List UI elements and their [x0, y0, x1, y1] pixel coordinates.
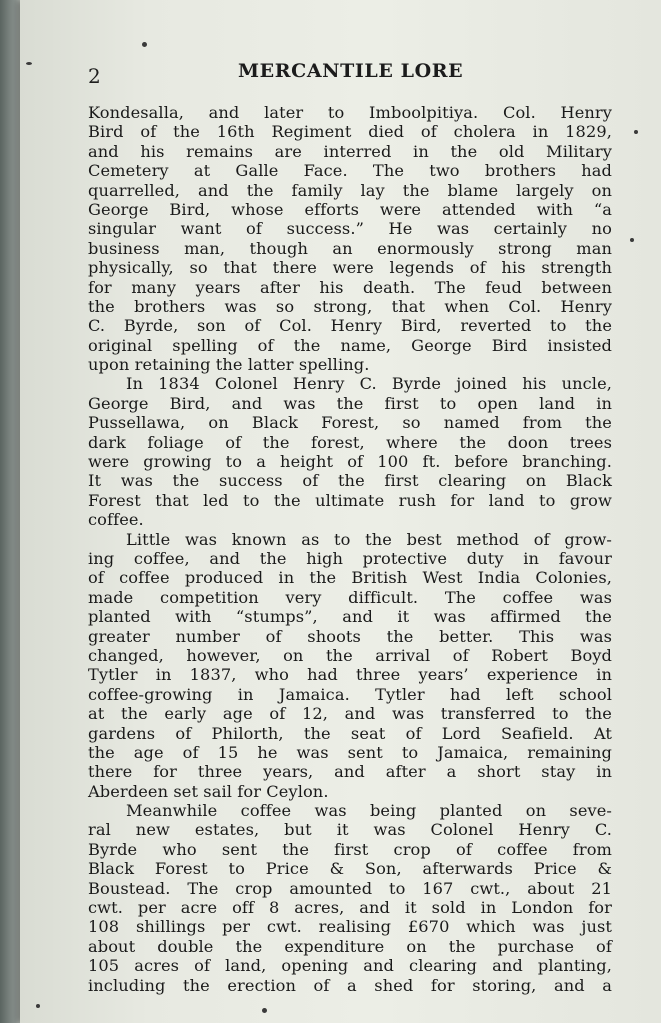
page-header	[88, 60, 608, 88]
text-line: upon retaining the latter spelling.	[88, 355, 370, 375]
print-speck	[634, 130, 638, 134]
text-line: Boustead. The crop amounted to 167 cwt., about 21	[88, 878, 612, 898]
print-speck	[630, 238, 634, 242]
text-line: Black Forest to Price & Son, afterwards Price &	[88, 859, 612, 879]
text-line: Kondesalla, and later to Imboolpitiya. Col. Henry	[88, 103, 612, 122]
text-line: In 1834 Colonel Henry C. Byrde joined his uncle,	[126, 374, 612, 394]
text-line: cwt. per acre off 8 acres, and it sold in London for	[88, 898, 612, 918]
book-spine-shadow	[0, 0, 22, 1023]
text-line: Pussellawa, on Black Forest, so named from the	[88, 413, 612, 433]
text-line: there for three years, and after a short stay in	[88, 762, 612, 782]
text-line: at the early age of 12, and was transferred to the	[88, 704, 612, 724]
text-line: Forest that led to the ultimate rush for land to grow	[88, 490, 612, 510]
text-line: coffee-growing in Jamaica. Tytler had left school	[88, 684, 612, 704]
text-line: for many years after his death. The feud between	[88, 277, 612, 297]
text-line: ing coffee, and the high protective duty in favour	[88, 548, 612, 568]
text-line: 108 shillings per cwt. realising £670 which was just	[88, 917, 612, 937]
text-line: greater number of shoots the better. This was	[88, 626, 612, 646]
text-line: dark foliage of the forest, where the doon trees	[88, 432, 612, 452]
text-line: Aberdeen set sail for Ceylon.	[88, 781, 329, 801]
text-line: physically, so that there were legends of his strength	[88, 258, 612, 278]
print-speck	[262, 1008, 267, 1013]
text-line: planted with “stumps”, and it was affirmed the	[88, 607, 612, 627]
text-line: Byrde who sent the first crop of coffee from	[88, 839, 612, 859]
text-line: It was the success of the first clearing on Black	[88, 471, 612, 491]
page-number: 2	[88, 64, 101, 88]
text-line: singular want of success.” He was certainly no	[88, 219, 612, 239]
text-line: George Bird, whose efforts were attended with “a	[88, 199, 612, 219]
print-speck	[36, 1004, 40, 1008]
print-speck	[142, 42, 147, 47]
text-line: George Bird, and was the first to open land in	[88, 393, 612, 413]
text-line: of coffee produced in the British West India Colonies,	[88, 568, 612, 588]
running-title: MERCANTILE LORE	[238, 60, 464, 82]
text-line: made competition very difficult. The coffee was	[88, 587, 612, 607]
text-line: coffee.	[88, 510, 144, 530]
text-line: the age of 15 he was sent to Jamaica, remaining	[88, 742, 612, 762]
text-line: and his remains are interred in the old Military	[88, 141, 612, 161]
text-line: Bird of the 16th Regiment died of cholera in 1829,	[88, 122, 612, 142]
text-line: 105 acres of land, opening and clearing and planting,	[88, 956, 612, 976]
text-line: ral new estates, but it was Colonel Henry C.	[88, 820, 612, 840]
text-line: quarrelled, and the family lay the blame largely on	[88, 180, 612, 200]
text-line: about double the expenditure on the purchase of	[88, 936, 612, 956]
text-line: C. Byrde, son of Col. Henry Bird, reverted to the	[88, 316, 612, 336]
text-line: Cemetery at Galle Face. The two brothers had	[88, 161, 612, 181]
text-line: business man, though an enormously strong man	[88, 238, 612, 258]
text-line: Little was known as to the best method of grow-	[126, 529, 612, 549]
text-line: the brothers was so strong, that when Col. Henry	[88, 296, 612, 316]
text-line: original spelling of the name, George Bird insisted	[88, 335, 612, 355]
text-line: Tytler in 1837, who had three years’ experience in	[88, 665, 612, 685]
text-line: Meanwhile coffee was being planted on seve-	[126, 801, 612, 821]
text-line: gardens of Philorth, the seat of Lord Seafield. At	[88, 723, 612, 743]
print-speck	[26, 62, 32, 65]
text-line: including the erection of a shed for storing, and a	[88, 975, 612, 995]
text-line: were growing to a height of 100 ft. before branching.	[88, 452, 612, 472]
body-text	[88, 103, 612, 995]
text-line: changed, however, on the arrival of Robert Boyd	[88, 645, 612, 665]
